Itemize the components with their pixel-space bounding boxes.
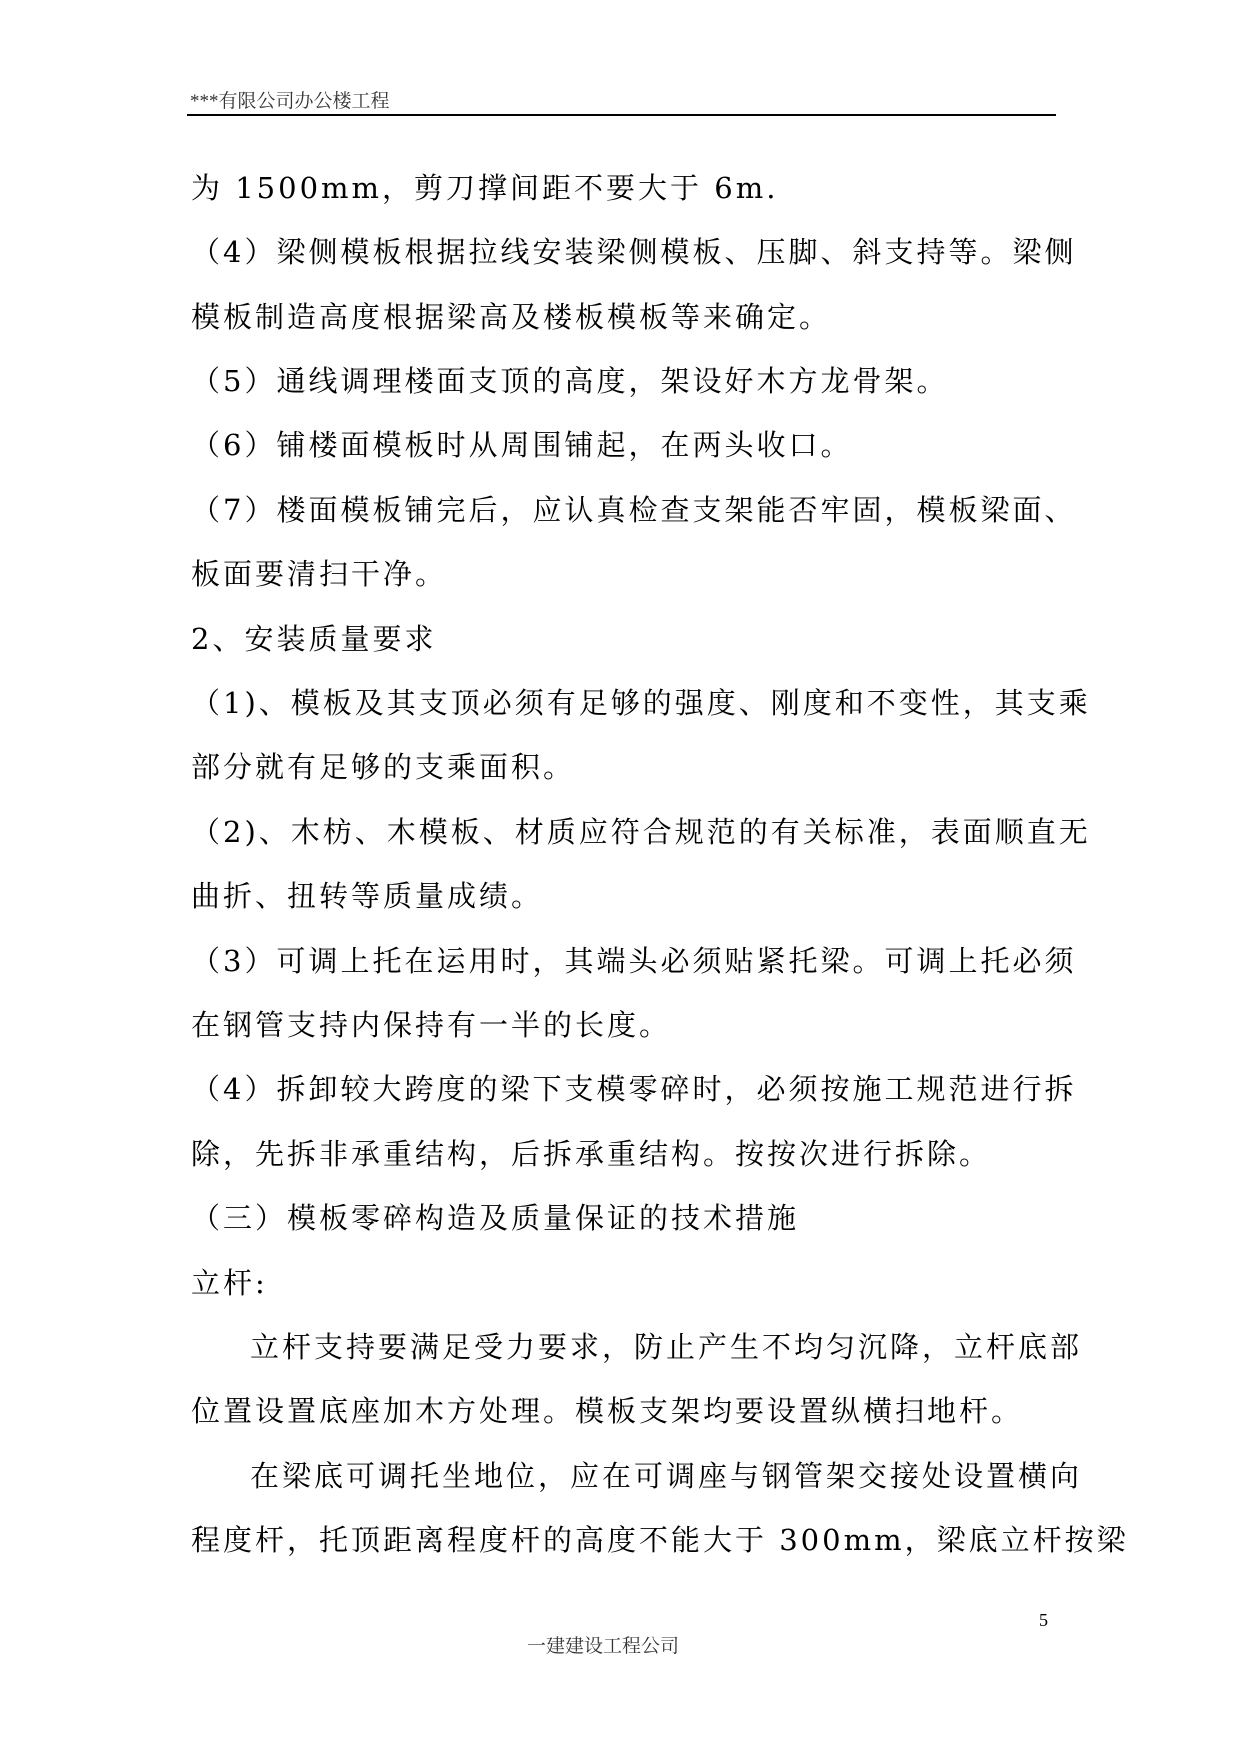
text-line-1: 为 1500mm，剪刀撑间距不要大于 6m. [191, 171, 779, 205]
text-line-4: （5）通线调理楼面支顶的高度，架设好木方龙骨架。 [191, 364, 949, 398]
text-line-7: 板面要清扫干净。 [191, 557, 448, 591]
text-line-2: （4）梁侧模板根据拉线安装梁侧模板、压脚、斜支持等。梁侧 [191, 235, 1077, 269]
text-line-15: （4）拆卸较大跨度的梁下支模零碎时，必须按施工规范进行拆 [191, 1072, 1077, 1106]
page-header-title: ***有限公司办公楼工程 [190, 91, 390, 112]
text-line-11: （2)、木枋、木模板、材质应符合规范的有关标准，表面顺直无 [191, 815, 1091, 849]
text-line-5: （6）铺楼面模板时从周围铺起，在两头收口。 [191, 428, 853, 462]
footer-company: 一建建设工程公司 [526, 1636, 679, 1657]
text-line-12: 曲折、扭转等质量成绩。 [191, 879, 544, 913]
text-line-21: 在梁底可调托坐地位，应在可调座与钢管架交接处设置横向 [250, 1459, 1083, 1493]
text-line-14: 在钢管支持内保持有一半的长度。 [191, 1008, 672, 1042]
subheading-vertical-pole: 立杆: [191, 1266, 268, 1300]
text-line-22: 程度杆，托顶距离程度杆的高度不能大于 300mm，梁底立杆按梁 [191, 1523, 1129, 1557]
text-line-16: 除，先拆非承重结构，后拆承重结构。按按次进行拆除。 [191, 1137, 992, 1171]
text-line-10: 部分就有足够的支乘面积。 [191, 750, 576, 784]
text-line-6: （7）楼面模板铺完后，应认真检查支架能否牢固，模板梁面、 [191, 493, 1077, 527]
text-line-13: （3）可调上托在运用时，其端头必须贴紧托梁。可调上托必须 [191, 944, 1077, 978]
section-heading-3: （三）模板零碎构造及质量保证的技术措施 [191, 1201, 800, 1235]
text-line-19: 立杆支持要满足受力要求，防止产生不均匀沉降，立杆底部 [250, 1330, 1083, 1364]
header-divider [187, 114, 1056, 116]
text-line-9: （1)、模板及其支顶必须有足够的强度、刚度和不变性，其支乘 [191, 686, 1091, 720]
section-heading-2: 2、安装质量要求 [191, 622, 437, 656]
text-line-20: 位置设置底座加木方处理。模板支架均要设置纵横扫地杆。 [191, 1394, 1024, 1428]
page-number: 5 [1039, 1610, 1048, 1630]
text-line-3: 模板制造高度根据梁高及楼板模板等来确定。 [191, 300, 832, 334]
